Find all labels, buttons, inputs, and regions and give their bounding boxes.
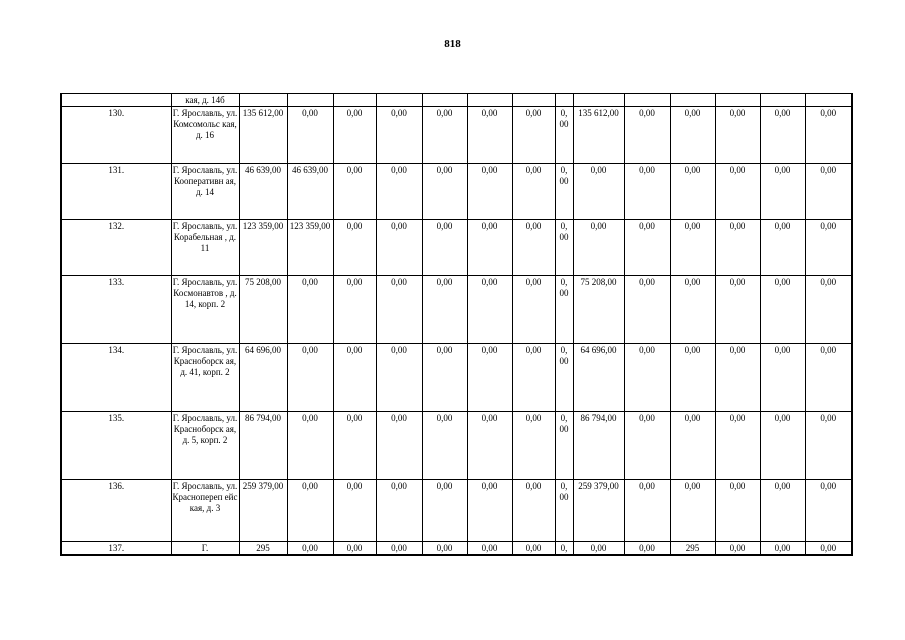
table-row [61,344,852,412]
address-cell: Г. Ярославль, ул. Красноборск ая, д. 41, корп. 2 [171,344,239,412]
value-cell: 0,00 [512,164,555,220]
address-cell: Г. Ярославль, ул. Комсомольс кая, д. 16 [171,107,239,164]
value-cell [422,94,467,107]
value-cell [670,94,715,107]
address-cell: Г. Ярославль, ул. Корабельная , д. 11 [171,220,239,276]
value-cell: 0,00 [376,276,422,344]
value-cell: 0,00 [573,220,624,276]
value-cell: 123 359,00 [287,220,333,276]
value-cell [760,94,805,107]
value-cell: 0,00 [467,542,512,556]
address-cell: Г. Ярославль, ул. Краснопереп ейская, д. 3 [171,480,239,542]
value-cell: 0,00 [670,220,715,276]
value-cell: 0,00 [422,276,467,344]
value-cell: 0,00 [805,344,852,412]
value-cell: 0,00 [760,542,805,556]
value-cell: 135 612,00 [239,107,287,164]
value-cell: 0, 00 [555,480,573,542]
row-number-cell: 130. [61,107,171,164]
value-cell: 0,00 [467,107,512,164]
value-cell: 0,00 [670,164,715,220]
value-cell: 0,00 [573,542,624,556]
value-cell: 0,00 [715,344,760,412]
value-cell: 0,00 [760,412,805,480]
value-cell: 0,00 [333,480,376,542]
value-cell [467,94,512,107]
value-cell: 0,00 [422,412,467,480]
value-cell: 0,00 [670,480,715,542]
value-cell: 123 359,00 [239,220,287,276]
value-cell: 0,00 [467,276,512,344]
value-cell: 0,00 [805,276,852,344]
value-cell: 0, 00 [555,276,573,344]
value-cell: 0,00 [805,412,852,480]
table-row [61,220,852,276]
table-row [61,164,852,220]
value-cell: 64 696,00 [573,344,624,412]
value-cell: 0,00 [805,220,852,276]
value-cell: 0,00 [624,220,670,276]
row-number-cell: 131. [61,164,171,220]
budget-table [60,93,853,556]
value-cell: 0,00 [573,164,624,220]
value-cell: 0,00 [333,412,376,480]
value-cell: 0, 00 [555,164,573,220]
value-cell: 75 208,00 [239,276,287,344]
value-cell: 0,00 [287,542,333,556]
value-cell: 0,00 [287,412,333,480]
value-cell: 295 [670,542,715,556]
value-cell: 0,00 [715,542,760,556]
value-cell: 0,00 [512,344,555,412]
value-cell: 0, 00 [555,107,573,164]
value-cell: 0, [555,542,573,556]
value-cell: 0,00 [512,276,555,344]
value-cell [239,94,287,107]
value-cell [287,94,333,107]
value-cell [376,94,422,107]
table-row [61,542,852,556]
value-cell: 0,00 [333,344,376,412]
table-row [61,276,852,344]
value-cell: 0,00 [376,480,422,542]
row-number-cell: 137. [61,542,171,556]
value-cell: 0,00 [376,107,422,164]
row-number-cell: 135. [61,412,171,480]
value-cell [624,94,670,107]
value-cell: 0,00 [670,412,715,480]
value-cell: 0,00 [376,542,422,556]
value-cell: 0,00 [760,107,805,164]
table-row [61,94,852,107]
value-cell: 0,00 [333,220,376,276]
address-cell: Г. Ярославль, ул. Красноборск ая, д. 5, корп. 2 [171,412,239,480]
value-cell: 0,00 [624,107,670,164]
value-cell: 0,00 [333,542,376,556]
value-cell: 0,00 [333,107,376,164]
address-cell: Г. [171,542,239,556]
table-row [61,412,852,480]
value-cell: 0,00 [512,542,555,556]
value-cell: 0,00 [333,164,376,220]
value-cell: 0,00 [512,412,555,480]
value-cell: 0,00 [624,412,670,480]
value-cell: 0,00 [624,164,670,220]
value-cell: 0,00 [760,220,805,276]
value-cell: 0,00 [512,220,555,276]
address-cell: Г. Ярославль, ул. Космонавтов , д. 14, корп. 2 [171,276,239,344]
value-cell: 0,00 [422,480,467,542]
value-cell: 0,00 [760,164,805,220]
value-cell: 64 696,00 [239,344,287,412]
value-cell: 46 639,00 [239,164,287,220]
value-cell: 0,00 [805,164,852,220]
row-number-cell [61,94,171,107]
value-cell: 0,00 [670,344,715,412]
value-cell: 135 612,00 [573,107,624,164]
value-cell: 0, 00 [555,344,573,412]
value-cell: 0,00 [422,220,467,276]
value-cell: 0,00 [287,344,333,412]
value-cell: 0,00 [512,480,555,542]
value-cell: 0,00 [805,542,852,556]
value-cell: 86 794,00 [573,412,624,480]
table-row [61,480,852,542]
value-cell: 0,00 [805,480,852,542]
value-cell: 0,00 [715,412,760,480]
value-cell: 0,00 [715,480,760,542]
value-cell: 0,00 [715,220,760,276]
value-cell [333,94,376,107]
value-cell: 0,00 [376,344,422,412]
value-cell: 0,00 [467,480,512,542]
value-cell [555,94,573,107]
value-cell: 0,00 [715,107,760,164]
table-row [61,107,852,164]
value-cell [805,94,852,107]
value-cell: 0,00 [376,220,422,276]
value-cell: 0,00 [805,107,852,164]
value-cell: 0,00 [333,276,376,344]
value-cell: 0,00 [287,107,333,164]
page-number: 818 [444,38,461,50]
value-cell: 0,00 [467,344,512,412]
value-cell: 0,00 [512,107,555,164]
value-cell: 86 794,00 [239,412,287,480]
value-cell [512,94,555,107]
value-cell: 0,00 [287,480,333,542]
value-cell: 0,00 [422,164,467,220]
value-cell: 0,00 [422,107,467,164]
value-cell: 0,00 [624,344,670,412]
value-cell: 0,00 [760,276,805,344]
value-cell: 0,00 [376,164,422,220]
row-number-cell: 134. [61,344,171,412]
value-cell: 295 [239,542,287,556]
value-cell: 0,00 [670,107,715,164]
value-cell: 0,00 [670,276,715,344]
value-cell: 0,00 [760,480,805,542]
value-cell: 0,00 [715,276,760,344]
value-cell: 0,00 [376,412,422,480]
value-cell: 0,00 [624,480,670,542]
value-cell: 0,00 [467,164,512,220]
value-cell: 0,00 [422,542,467,556]
value-cell: 259 379,00 [573,480,624,542]
address-cell: Г. Ярославль, ул. Кооперативн ая, д. 14 [171,164,239,220]
value-cell: 0,00 [467,220,512,276]
value-cell: 259 379,00 [239,480,287,542]
value-cell [573,94,624,107]
address-cell: кая, д. 14б [171,94,239,107]
value-cell: 46 639,00 [287,164,333,220]
row-number-cell: 132. [61,220,171,276]
value-cell: 0,00 [715,164,760,220]
value-cell: 75 208,00 [573,276,624,344]
value-cell: 0,00 [287,276,333,344]
value-cell: 0,00 [467,412,512,480]
value-cell: 0, 00 [555,412,573,480]
value-cell [715,94,760,107]
value-cell: 0,00 [422,344,467,412]
value-cell: 0,00 [760,344,805,412]
row-number-cell: 136. [61,480,171,542]
value-cell: 0,00 [624,542,670,556]
row-number-cell: 133. [61,276,171,344]
value-cell: 0,00 [624,276,670,344]
value-cell: 0, 00 [555,220,573,276]
